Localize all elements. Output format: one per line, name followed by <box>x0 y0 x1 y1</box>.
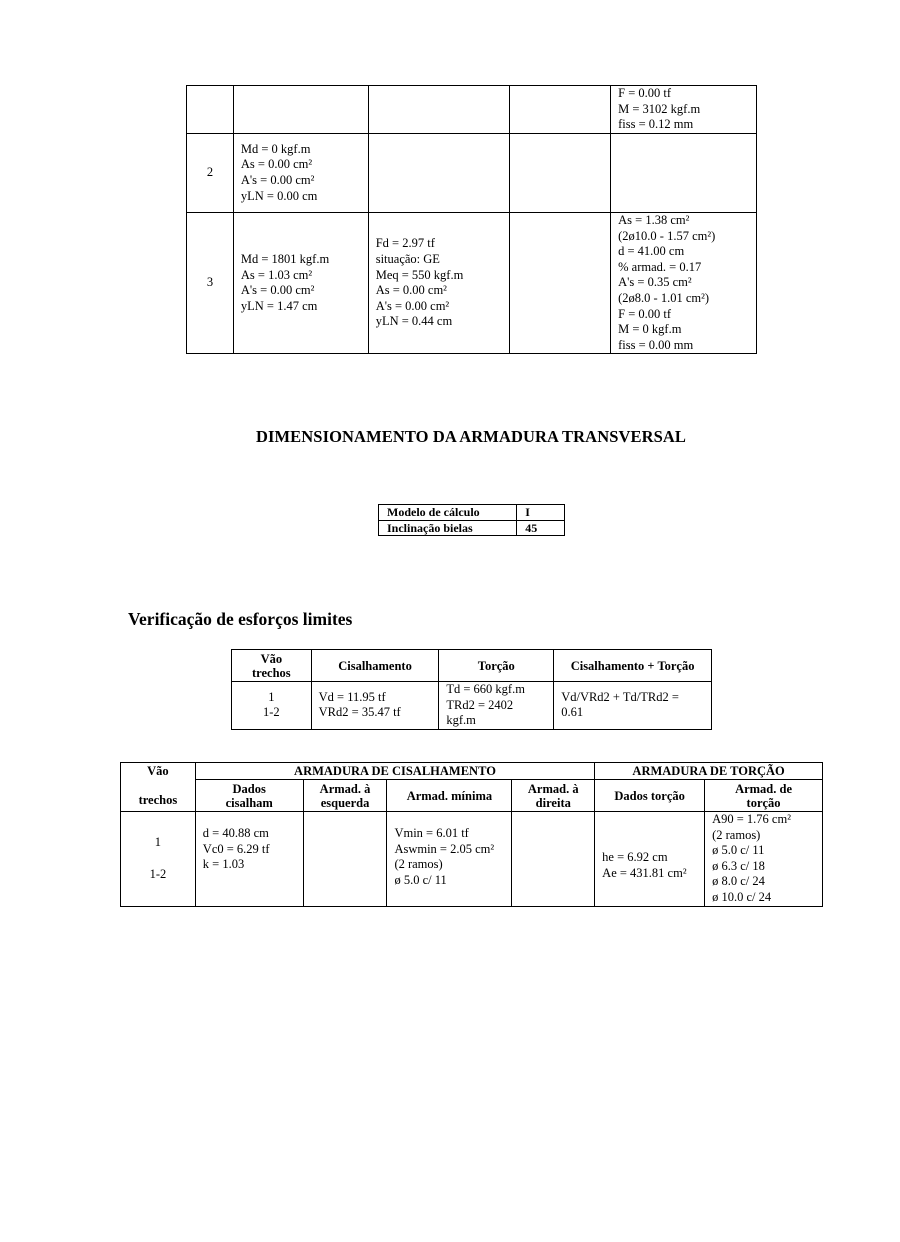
cell-line: ø 5.0 c/ 11 <box>712 843 765 858</box>
span-number <box>187 86 234 134</box>
cell-line: Aswmin = 2.05 cm² <box>394 841 495 856</box>
header-trechos: trechos <box>138 793 178 807</box>
limits-heading: Verificação de esforços limites <box>128 609 353 629</box>
cell-line: As = 0.00 cm² <box>240 157 313 172</box>
cell-line: % armad. = 0.17 <box>618 259 702 274</box>
cell-line: cisalham <box>225 795 273 810</box>
table-row <box>121 812 823 907</box>
cell-empty <box>512 812 595 907</box>
table-row <box>187 86 757 134</box>
cell-line: M = 3102 kgf.m <box>618 101 701 116</box>
cell-line: Armad. à <box>527 781 579 796</box>
cell-lines <box>509 134 611 213</box>
cell-lines <box>595 812 705 907</box>
header-torcao: Torção <box>439 650 554 682</box>
cell-line: A's = 0.00 cm² <box>240 173 315 187</box>
cell-line: (2 ramos) <box>394 857 443 872</box>
cell-line: situação: GE <box>375 251 440 266</box>
cell-line: ø 8.0 c/ 24 <box>712 874 765 889</box>
table-row <box>379 505 565 521</box>
model-value: 45 <box>517 520 565 536</box>
header-dados-cisalham <box>195 780 303 812</box>
cell-line: ø 6.3 c/ 18 <box>712 858 765 873</box>
cell-line: Armad. à <box>319 781 371 796</box>
model-value: I <box>517 505 565 521</box>
cell-line: Dados <box>232 781 266 796</box>
cell-lines <box>387 812 512 907</box>
cell-line: As = 1.03 cm² <box>240 267 313 282</box>
cell-line: (2ø8.0 - 1.01 cm²) <box>618 290 710 305</box>
cell-line: Armad. de <box>735 781 793 796</box>
cell-line: yLN = 1.47 cm <box>240 298 318 313</box>
cell-line: As = 0.00 cm² <box>375 283 447 298</box>
cell-line: A90 = 1.76 cm² <box>712 812 791 826</box>
cell-line: yLN = 0.00 cm <box>240 188 318 203</box>
model-label: Modelo de cálculo <box>379 505 517 521</box>
table-row <box>187 134 757 213</box>
cell-line: F = 0.00 tf <box>618 306 672 321</box>
table-row <box>232 682 712 730</box>
flexure-table <box>186 85 757 354</box>
header-vao: Vão <box>147 764 169 778</box>
limits-table <box>231 649 712 730</box>
header-trechos: trechos <box>252 665 291 680</box>
cell-line: A's = 0.00 cm² <box>240 283 315 298</box>
cell-line: Vc0 = 6.29 tf <box>202 841 270 856</box>
cell-lines <box>233 134 368 213</box>
cell-line: Fd = 2.97 tf <box>375 236 435 251</box>
cell-line: A's = 0.35 cm² <box>618 275 692 290</box>
cell-line: direita <box>535 795 571 810</box>
header-armad-esquerda <box>303 780 387 812</box>
span-number: 3 <box>187 213 234 354</box>
cell-line: 0.61 <box>561 705 584 720</box>
cell-line: TRd2 = 2402 <box>446 697 514 712</box>
header-armad-minima: Armad. mínima <box>387 780 512 812</box>
armadura-table <box>120 762 823 907</box>
span-number: 2 <box>187 134 234 213</box>
header-row <box>121 763 823 780</box>
cell-line: Vd/VRd2 + Td/TRd2 = <box>561 689 679 704</box>
cell-lines <box>368 86 509 134</box>
header-armad-direita <box>512 780 595 812</box>
cell-line: Md = 0 kgf.m <box>240 141 311 156</box>
table-row <box>379 520 565 536</box>
header-cisalhamento: Cisalhamento <box>311 650 439 682</box>
cell-line: (2ø10.0 - 1.57 cm²) <box>618 228 716 243</box>
cell-line: F = 0.00 tf <box>618 86 672 101</box>
cell-lines <box>195 812 303 907</box>
cell-lines <box>705 812 823 907</box>
cell-line: Vd = 11.95 tf <box>318 689 386 704</box>
cell-line: kgf.m <box>446 713 476 728</box>
vao-value: 1 <box>154 835 162 850</box>
cell-line: Ae = 431.81 cm² <box>602 865 687 880</box>
cell-lines <box>368 213 509 354</box>
cell-lines <box>439 682 554 730</box>
cell-line: Vmin = 6.01 tf <box>394 826 469 840</box>
cell-vao-trechos <box>121 812 196 907</box>
cell-line: he = 6.92 cm <box>602 850 668 865</box>
table-row <box>187 213 757 354</box>
cell-lines <box>554 682 712 730</box>
cell-line: ø 10.0 c/ 24 <box>712 889 772 904</box>
header-row <box>121 780 823 812</box>
header-cis-torcao: Cisalhamento + Torção <box>554 650 712 682</box>
cell-lines <box>611 213 757 354</box>
cell-line: Td = 660 kgf.m <box>446 682 525 696</box>
cell-line: A's = 0.00 cm² <box>375 298 450 313</box>
cell-line: (2 ramos) <box>712 827 761 842</box>
cell-lines <box>233 86 368 134</box>
header-dados-torcao: Dados torção <box>595 780 705 812</box>
cell-lines <box>311 682 439 730</box>
cell-line: Meq = 550 kgf.m <box>375 267 464 282</box>
cell-line: esquerda <box>320 795 370 810</box>
cell-lines <box>611 134 757 213</box>
header-row <box>232 650 712 682</box>
cell-lines <box>233 213 368 354</box>
cell-line: yLN = 0.44 cm <box>375 314 453 329</box>
cell-line: torção <box>746 795 781 810</box>
trechos-value: 1-2 <box>149 866 167 881</box>
cell-line: M = 0 kgf.m <box>618 322 682 337</box>
cell-line: d = 40.88 cm <box>202 826 269 840</box>
header-armad-torcao <box>705 780 823 812</box>
cell-line: Md = 1801 kgf.m <box>240 251 330 266</box>
header-vao: Vão <box>260 651 283 666</box>
cell-line: VRd2 = 35.47 tf <box>318 705 401 720</box>
cell-vao-trechos <box>232 682 312 730</box>
header-cis-group: ARMADURA DE CISALHAMENTO <box>195 763 594 780</box>
cell-lines <box>611 86 757 134</box>
trechos-value: 1-2 <box>262 705 280 720</box>
cell-line: d = 41.00 cm <box>618 244 685 259</box>
cell-line: ø 5.0 c/ 11 <box>394 872 447 887</box>
section-title: DIMENSIONAMENTO DA ARMADURA TRANSVERSAL <box>255 427 687 446</box>
vao-value: 1 <box>268 689 275 704</box>
cell-line: fiss = 0.12 mm <box>618 117 694 132</box>
model-table <box>378 504 565 536</box>
model-label: Inclinação bielas <box>379 520 517 536</box>
cell-lines <box>368 134 509 213</box>
header-tor-group: ARMADURA DE TORÇÃO <box>595 763 823 780</box>
header-vao-trechos <box>121 763 196 812</box>
cell-line: fiss = 0.00 mm <box>618 337 694 352</box>
cell-lines <box>509 213 611 354</box>
cell-empty <box>303 812 387 907</box>
cell-line: As = 1.38 cm² <box>618 213 690 227</box>
header-vao-trechos <box>232 650 312 682</box>
cell-line: k = 1.03 <box>202 857 245 872</box>
cell-lines <box>509 86 611 134</box>
